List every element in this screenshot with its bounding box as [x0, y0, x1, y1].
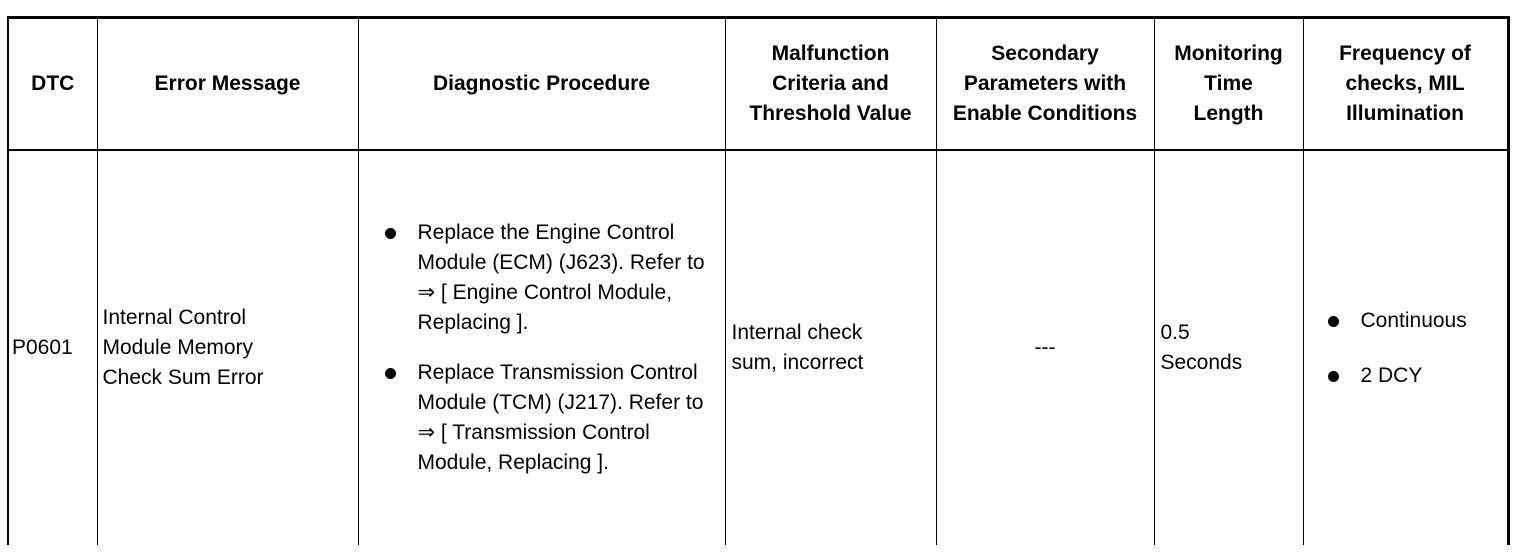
header-diagnostic-procedure: Diagnostic Procedure	[358, 18, 725, 151]
header-malfunction-criteria: Malfunction Criteria and Threshold Value	[725, 18, 936, 151]
frequency-list	[1309, 306, 1502, 391]
procedure-step	[364, 218, 723, 338]
dtc-table	[7, 16, 1510, 545]
table-row	[8, 150, 1508, 545]
header-monitoring-time: Monitoring Time Length	[1154, 18, 1303, 151]
header-error-message: Error Message	[97, 18, 358, 151]
procedure-step	[364, 358, 723, 478]
procedure-step-text: Replace the Engine Control Module (ECM) (J623). Refer to ⇒ [ Engine Control Module, Replacing ].	[417, 221, 705, 334]
header-secondary-parameters: Secondary Parameters with Enable Conditions	[936, 18, 1154, 151]
header-row	[8, 18, 1508, 151]
diagnostic-procedure	[358, 150, 725, 545]
bullet-icon	[385, 368, 396, 379]
frequency-item-text: Continuous	[1360, 308, 1467, 332]
monitoring-time: 0.5 Seconds	[1154, 150, 1303, 545]
secondary-parameters: ---	[936, 150, 1154, 545]
frequency-item-text: 2 DCY	[1360, 363, 1423, 387]
frequency-checks	[1303, 150, 1508, 545]
malfunction-criteria: Internal check sum, incorrect	[725, 150, 936, 545]
header-frequency: Frequency of checks, MIL Illumination	[1303, 18, 1508, 151]
procedure-list	[364, 218, 723, 478]
procedure-step-text: Replace Transmission Control Module (TCM) (J217). Refer to ⇒ [ Transmission Control Module, Replacing ].	[417, 361, 704, 474]
bullet-icon	[1328, 316, 1339, 327]
error-message: Internal Control Module Memory Check Sum Error	[97, 150, 358, 545]
frequency-item	[1309, 361, 1502, 391]
dtc-code: P0601	[8, 150, 97, 545]
frequency-item	[1309, 306, 1502, 336]
bullet-icon	[385, 228, 396, 239]
bullet-icon	[1328, 371, 1339, 382]
header-dtc: DTC	[8, 18, 97, 151]
